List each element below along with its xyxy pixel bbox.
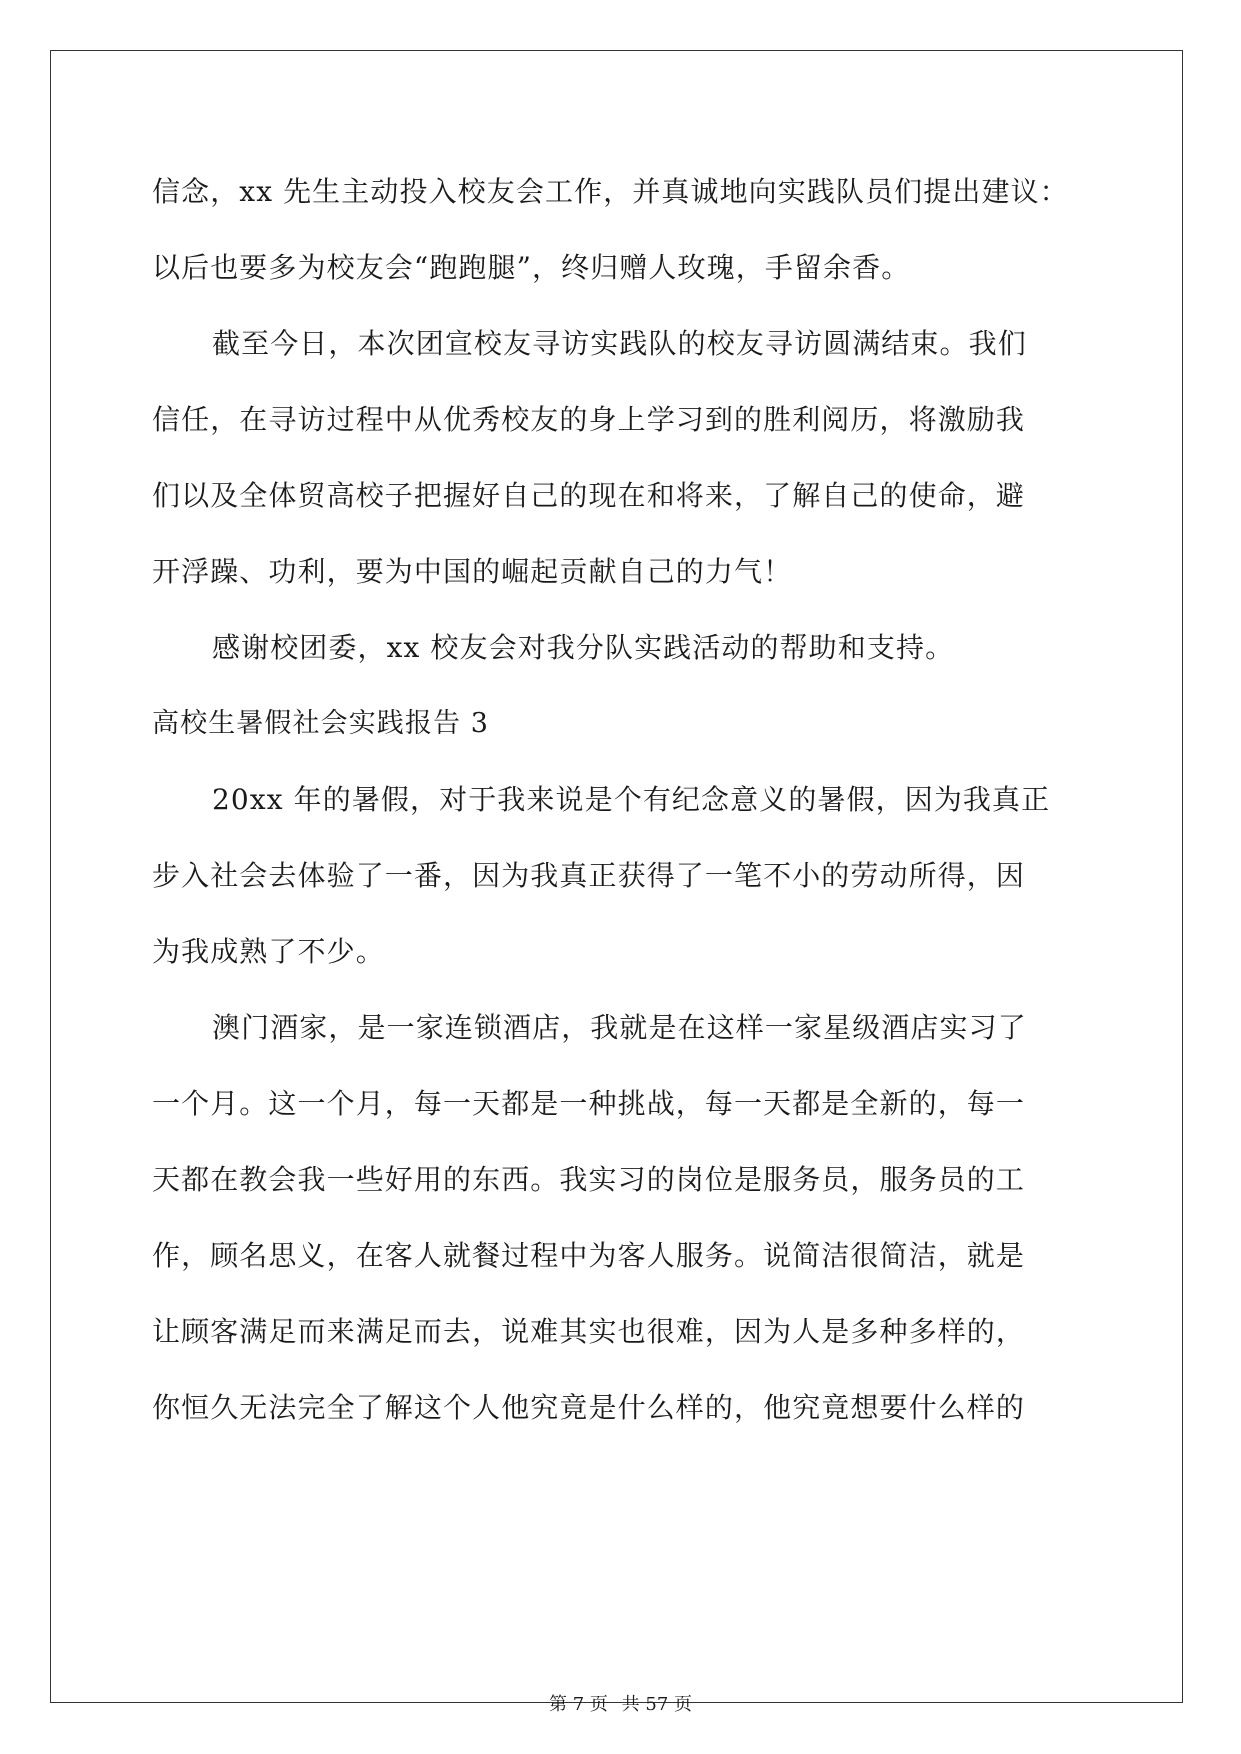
page-total: 共 57 页	[621, 1694, 692, 1715]
text-line: 让顾客满足而来满足而去，说难其实也很难，因为人是多种多样的，	[152, 1315, 1026, 1348]
paragraph-start-line: 20xx 年的暑假，对于我来说是个有纪念意义的暑假，因为我真正	[212, 783, 1051, 816]
document-body	[152, 160, 1087, 1452]
text-line: 们以及全体贸高校子把握好自己的现在和将来，了解自己的使命，避	[152, 479, 1026, 512]
text-line: 一个月。这一个月，每一天都是一种挑战，每一天都是全新的，每一	[152, 1087, 1026, 1120]
text-line: 步入社会去体验了一番，因为我真正获得了一笔不小的劳动所得，因	[152, 859, 1026, 892]
text-line: 开浮躁、功利，要为中国的崛起贡献自己的力气！	[152, 555, 793, 588]
text-line: 天都在教会我一些好用的东西。我实习的岗位是服务员，服务员的工	[152, 1163, 1026, 1196]
text-line: 信任，在寻访过程中从优秀校友的身上学习到的胜利阅历，将激励我	[152, 403, 1026, 436]
text-line: 为我成熟了不少。	[152, 935, 385, 968]
text-line: 信念，xx 先生主动投入校友会工作，并真诚地向实践队员们提出建议：	[152, 175, 1069, 208]
text-line: 作，顾名思义，在客人就餐过程中为客人服务。说简洁很简洁，就是	[152, 1239, 1026, 1272]
paragraph-start-line: 截至今日，本次团宣校友寻访实践队的校友寻访圆满结束。我们	[212, 327, 1027, 360]
page-footer	[0, 1690, 1241, 1716]
text-line: 你恒久无法完全了解这个人他究竟是什么样的，他究竟想要什么样的	[152, 1391, 1026, 1424]
paragraph-start-line: 感谢校团委，xx 校友会对我分队实践活动的帮助和支持。	[212, 631, 955, 664]
paragraph-start-line: 澳门酒家，是一家连锁酒店，我就是在这样一家星级酒店实习了	[212, 1011, 1027, 1044]
section-heading: 高校生暑假社会实践报告 3	[152, 708, 490, 739]
text-line: 以后也要多为校友会“跑跑腿”，终归赠人玫瑰，手留余香。	[152, 251, 911, 284]
page-number: 第 7 页	[549, 1694, 608, 1715]
